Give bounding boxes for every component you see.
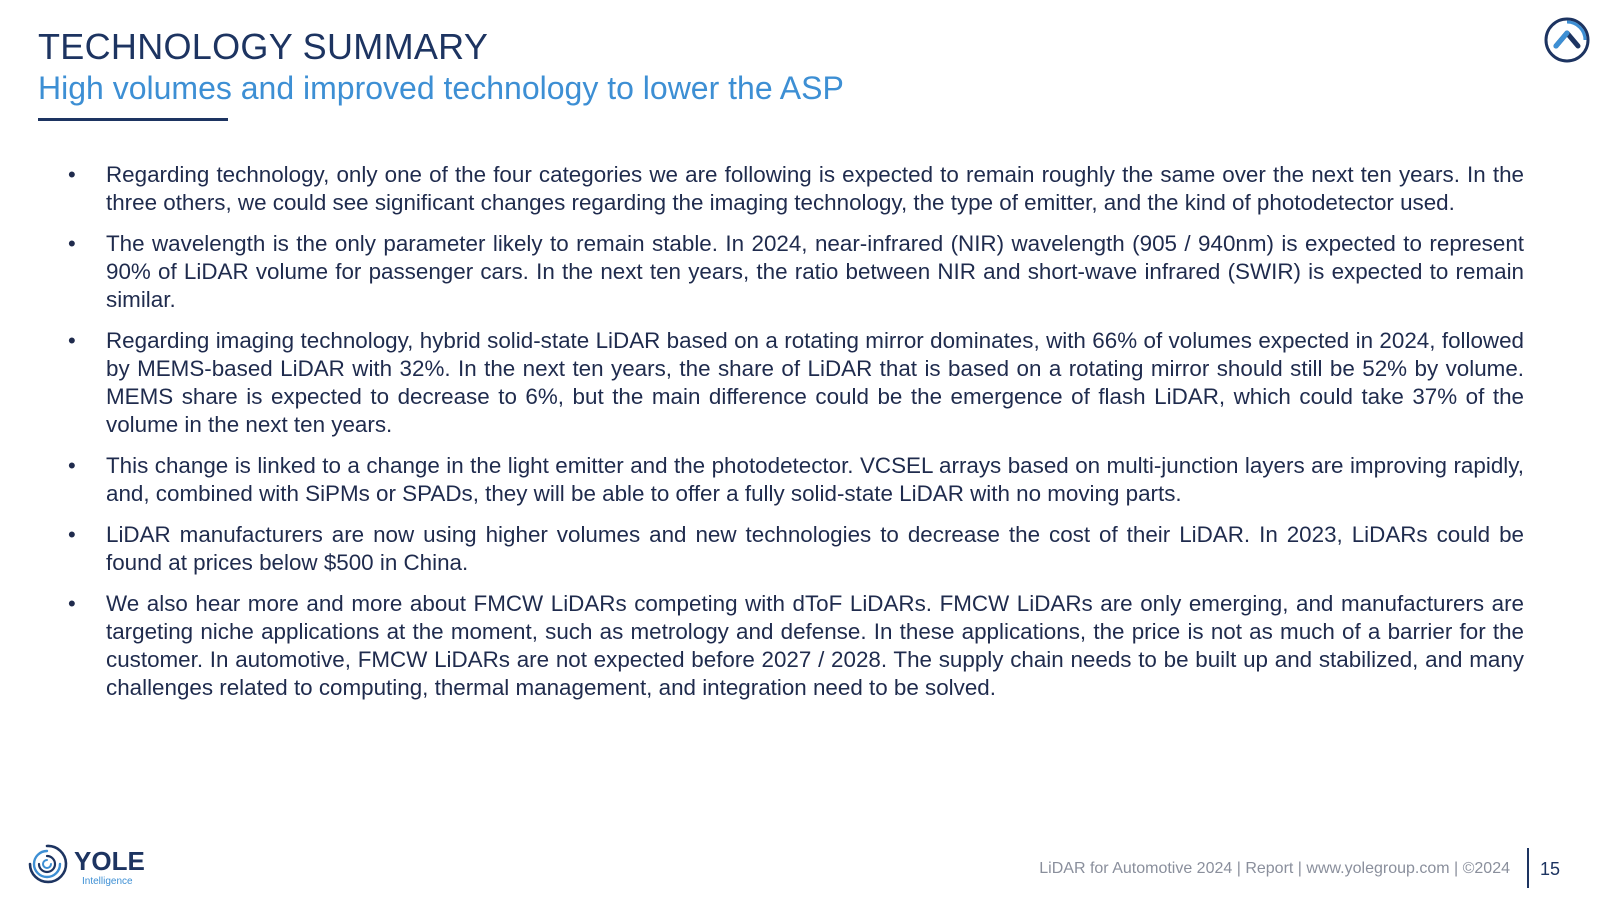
bullet-text: This change is linked to a change in the light emitter and the photodetector. VCSEL arrays based on multi-junction layers are improving rapidly, and, combined with SiPMs or SPADs, they will be able to offer a fully solid-state LiDAR with no moving parts.: [106, 453, 1524, 506]
yole-spiral-logo-icon: [30, 846, 66, 882]
bullet-marker: •: [68, 328, 76, 353]
bullet-list: [64, 161, 1524, 715]
page-number: 15: [1540, 859, 1561, 879]
bullet-item: [64, 452, 1524, 508]
page-title: TECHNOLOGY SUMMARY: [38, 26, 489, 67]
footer-divider: [1527, 848, 1529, 888]
bullet-marker: •: [68, 591, 76, 616]
bullet-item: [64, 230, 1524, 314]
chevron-up-circle-icon: [1543, 16, 1591, 64]
bullet-text: We also hear more and more about FMCW LiDARs competing with dToF LiDARs. FMCW LiDARs are only emerging, and manufacturers are targeting niche applications at the moment, such as metrology and defense. In these applications, the price is not as much of a barrier for the customer. In automotive, FMCW LiDARs are not expected before 2027 / 2028. The supply chain needs to be built up and stabilized, and many challenges related to computing, thermal management, and integration need to be solved.: [106, 591, 1524, 700]
bullet-text: LiDAR manufacturers are now using higher volumes and new technologies to decrease the cost of their LiDAR. In 2023, LiDARs could be found at prices below $500 in China.: [106, 522, 1524, 575]
title-underline: [38, 118, 228, 121]
bullet-marker: •: [68, 522, 76, 547]
bullet-text: Regarding technology, only one of the four categories we are following is expected to remain roughly the same over the next ten years. In the three others, we could see significant changes regarding the imaging technology, the type of emitter, and the kind of photodetector used.: [106, 162, 1524, 215]
logo-tagline: Intelligence: [82, 876, 133, 887]
bullet-text: The wavelength is the only parameter likely to remain stable. In 2024, near-infrared (NIR) wavelength (905 / 940nm) is expected to represent 90% of LiDAR volume for passenger cars. In the next ten years, the ratio between NIR and short-wave infrared (SWIR) is expected to remain similar.: [106, 231, 1524, 312]
bullet-item: [64, 590, 1524, 702]
bullet-marker: •: [68, 453, 76, 478]
footer-text: LiDAR for Automotive 2024 | Report | www.yolegroup.com | ©2024: [1039, 860, 1510, 877]
bullet-item: [64, 161, 1524, 217]
bullet-text: Regarding imaging technology, hybrid solid-state LiDAR based on a rotating mirror dominates, with 66% of volumes expected in 2024, followed by MEMS-based LiDAR with 32%. In the next ten years, the share of LiDAR that is based on a rotating mirror should still be 52% by volume. MEMS share is expected to decrease to 6%, but the main difference could be the emergence of flash LiDAR, which could take 37% of the volume in the next ten years.: [106, 328, 1524, 437]
bullet-item: [64, 521, 1524, 577]
page-subtitle: High volumes and improved technology to lower the ASP: [38, 70, 844, 106]
bullet-marker: •: [68, 231, 76, 256]
yole-logo: [24, 840, 164, 888]
logo-wordmark: YOLE: [74, 846, 145, 876]
bullet-marker: •: [68, 162, 76, 187]
bullet-item: [64, 327, 1524, 439]
